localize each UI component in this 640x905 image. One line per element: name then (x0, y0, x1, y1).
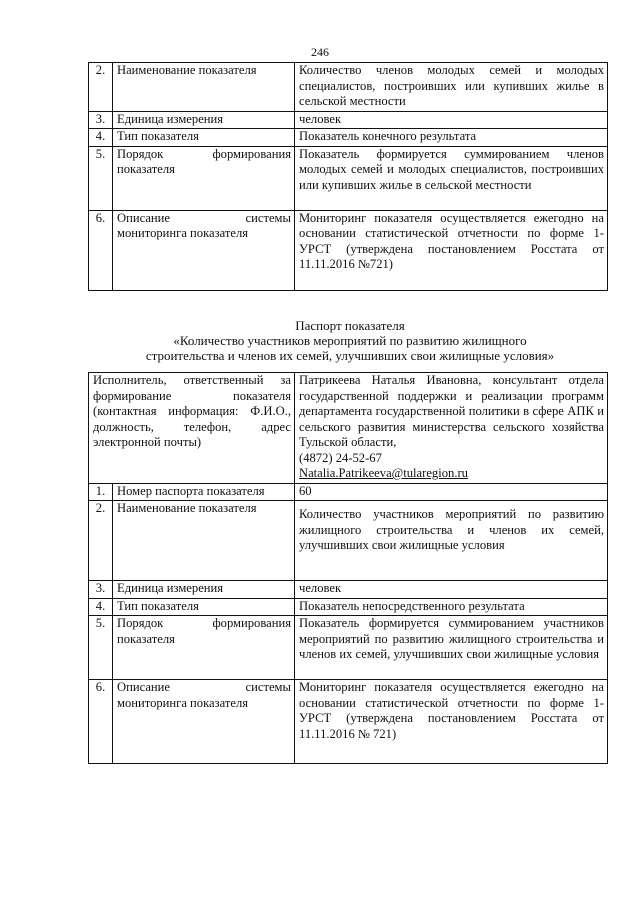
row-label: Описание системы мониторинга показателя (113, 680, 295, 764)
executor-email[interactable]: Natalia.Patrikeeva@tularegion.ru (299, 466, 468, 480)
row-label: Номер паспорта показателя (113, 483, 295, 501)
row-label: Наименование показателя (113, 501, 295, 581)
passport-caption (60, 318, 640, 363)
table-row (89, 146, 608, 210)
row-value: человек (295, 111, 608, 129)
passport-table (88, 372, 608, 764)
executor-label: Исполнитель, ответственный за формирование показателя (контактная информация: Ф.И.О., должность, телефон, адрес электронной почты) (89, 373, 295, 484)
row-value: Показатель конечного результата (295, 129, 608, 147)
page-number: 246 (311, 45, 329, 59)
table-row (89, 129, 608, 147)
row-label: Единица измерения (113, 111, 295, 129)
row-number: 6. (89, 680, 113, 764)
table-row (89, 63, 608, 112)
table-row (89, 616, 608, 680)
row-number: 5. (89, 616, 113, 680)
row-value: Показатель формируется суммированием членов молодых семей и молодых специалистов, построивших или купивших жилье в сельской местности (295, 146, 608, 210)
passport-title: Паспорт показателя (295, 318, 405, 333)
table-row (89, 501, 608, 581)
table-row (89, 483, 608, 501)
row-label: Порядок формирования показателя (113, 146, 295, 210)
row-number: 2. (89, 501, 113, 581)
executor-row (89, 373, 608, 484)
row-label: Описание системы мониторинга показателя (113, 210, 295, 290)
executor-name: Патрикеева Наталья Ивановна, консультант отдела государственной поддержки и реализации программ департамента государственной политики в сфере АПК и сельского развития министерства сельского хозяйства Тульской области, (299, 373, 604, 449)
table-row (89, 680, 608, 764)
table-row (89, 598, 608, 616)
row-number: 6. (89, 210, 113, 290)
row-label: Тип показателя (113, 598, 295, 616)
row-number: 1. (89, 483, 113, 501)
row-number: 2. (89, 63, 113, 112)
row-label: Порядок формирования показателя (113, 616, 295, 680)
row-value: Показатель формируется суммированием участников мероприятий по развитию жилищного строительства и членов их семей, улучшивших свои жилищные условия (295, 616, 608, 680)
table-row (89, 581, 608, 599)
row-number: 4. (89, 129, 113, 147)
row-label: Наименование показателя (113, 63, 295, 112)
row-value: Мониторинг показателя осуществляется ежегодно на основании статистической отчетности по форме 1-УРСТ (утверждена постановлением Росстата от 11.11.2016 №721) (295, 210, 608, 290)
row-label: Тип показателя (113, 129, 295, 147)
row-label: Единица измерения (113, 581, 295, 599)
executor-contact (295, 373, 608, 484)
indicator-table-continued (88, 62, 608, 291)
row-value: человек (295, 581, 608, 599)
row-value: Количество участников мероприятий по развитию жилищного строительства и членов их семей, улучшивших свои жилищные условия (295, 501, 608, 581)
table-row (89, 210, 608, 290)
row-value: 60 (295, 483, 608, 501)
row-value: Мониторинг показателя осуществляется ежегодно на основании статистической отчетности по форме 1-УРСТ (утверждена постановлением Росстата от 11.11.2016 № 721) (295, 680, 608, 764)
row-number: 3. (89, 111, 113, 129)
row-value: Показатель непосредственного результата (295, 598, 608, 616)
row-number: 4. (89, 598, 113, 616)
executor-phone: (4872) 24-52-67 (299, 450, 382, 465)
passport-subtitle-line-1: «Количество участников мероприятий по развитию жилищного (173, 333, 527, 348)
row-value: Количество членов молодых семей и молодых специалистов, построивших или купивших жилье в сельской местности (295, 63, 608, 112)
passport-subtitle-line-2: строительства и членов их семей, улучшивших свои жилищные условия» (145, 348, 555, 363)
row-number: 3. (89, 581, 113, 599)
row-number: 5. (89, 146, 113, 210)
table-row (89, 111, 608, 129)
